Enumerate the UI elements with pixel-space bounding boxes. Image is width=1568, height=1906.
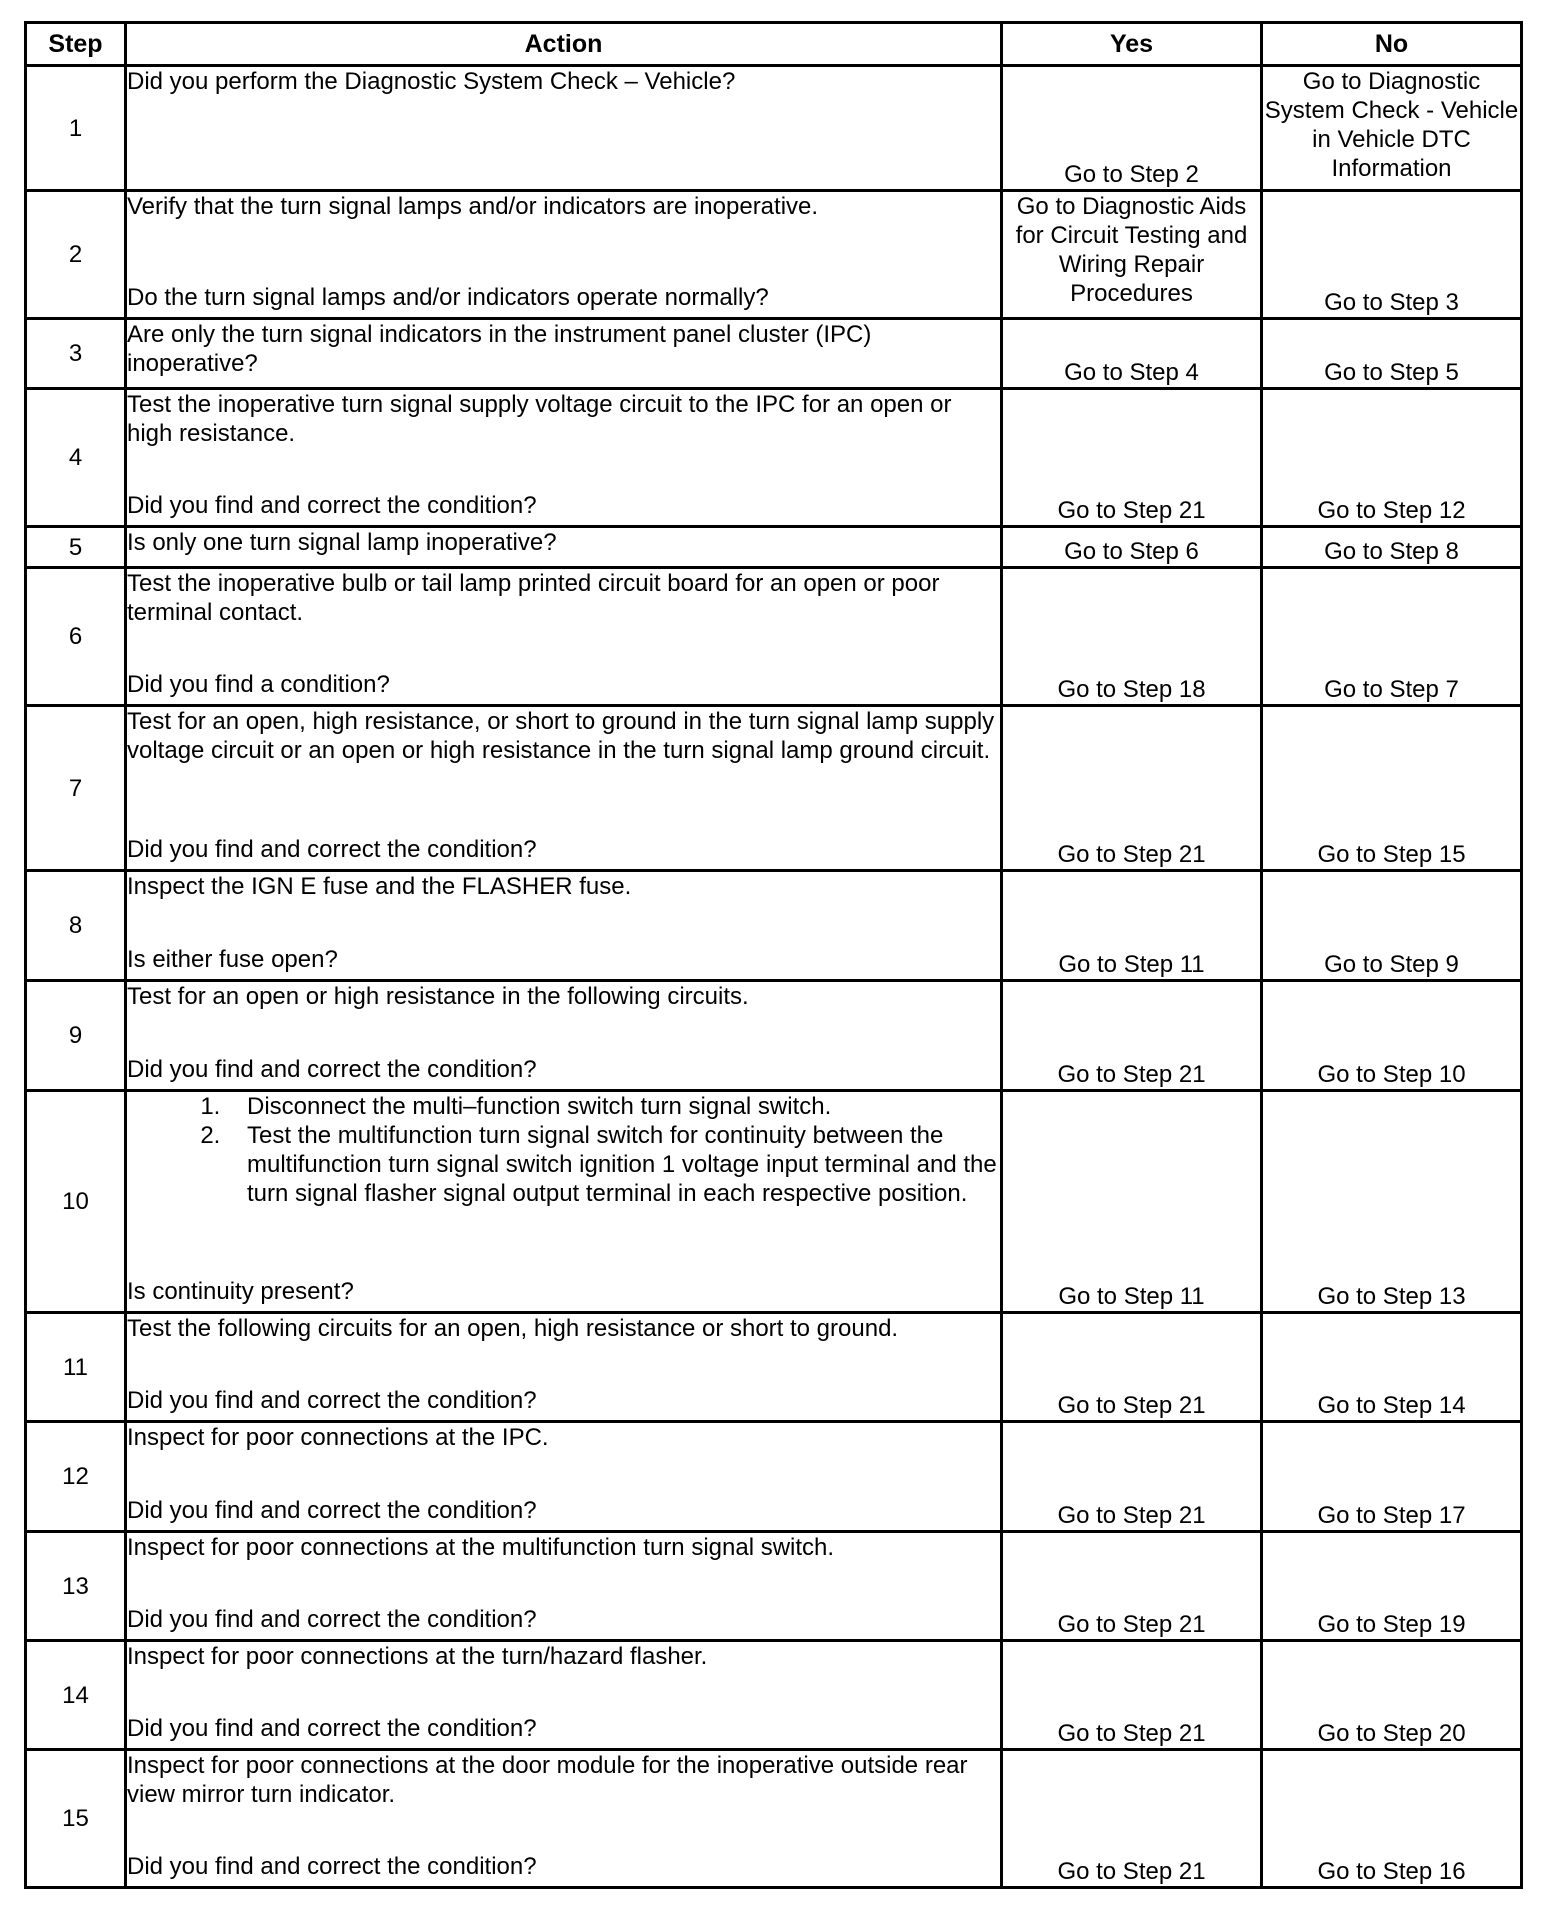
yes-cell: Go to Diagnostic Aids for Circuit Testing and Wiring Repair Procedures — [1002, 191, 1262, 319]
table-row — [26, 1091, 1522, 1313]
yes-cell: Go to Step 21 — [1002, 706, 1262, 871]
no-cell: Go to Step 19 — [1262, 1532, 1522, 1641]
table-row — [26, 871, 1522, 981]
action-text: Test for an open or high resistance in the following circuits. — [127, 983, 749, 1010]
no-cell: Go to Step 8 — [1262, 527, 1522, 568]
step-number: 2 — [26, 191, 126, 319]
step-number: 10 — [26, 1091, 126, 1313]
header-action: Action — [126, 23, 1002, 66]
yes-cell: Go to Step 21 — [1002, 1313, 1262, 1422]
no-cell: Go to Step 3 — [1262, 191, 1522, 319]
yes-cell: Go to Step 4 — [1002, 319, 1262, 389]
yes-cell: Go to Step 21 — [1002, 1532, 1262, 1641]
header-yes: Yes — [1002, 23, 1262, 66]
action-question: Is continuity present? — [127, 1278, 354, 1305]
no-cell: Go to Step 17 — [1262, 1422, 1522, 1532]
table-row — [26, 527, 1522, 568]
action-text: Test the inoperative turn signal supply voltage circuit to the IPC for an open or high resistance. — [127, 391, 952, 447]
yes-cell: Go to Step 21 — [1002, 1641, 1262, 1750]
action-text: Did you perform the Diagnostic System Check – Vehicle? — [127, 68, 736, 95]
header-row — [26, 23, 1522, 66]
action-text: Inspect for poor connections at the IPC. — [127, 1424, 549, 1451]
action-cell — [126, 66, 1002, 191]
yes-cell: Go to Step 18 — [1002, 568, 1262, 706]
step-number: 5 — [26, 527, 126, 568]
table-row — [26, 1422, 1522, 1532]
table-row — [26, 981, 1522, 1091]
action-cell — [126, 1313, 1002, 1422]
no-cell: Go to Step 7 — [1262, 568, 1522, 706]
step-number: 3 — [26, 319, 126, 389]
table-row — [26, 1641, 1522, 1750]
step-number: 9 — [26, 981, 126, 1091]
no-cell: Go to Step 12 — [1262, 389, 1522, 527]
no-cell: Go to Step 15 — [1262, 706, 1522, 871]
step-number: 6 — [26, 568, 126, 706]
action-question: Did you find and correct the condition? — [127, 1606, 537, 1633]
step-number: 11 — [26, 1313, 126, 1422]
action-cell — [126, 1532, 1002, 1641]
no-cell: Go to Step 5 — [1262, 319, 1522, 389]
action-text: Verify that the turn signal lamps and/or indicators are inoperative. — [127, 193, 819, 220]
no-cell: Go to Step 14 — [1262, 1313, 1522, 1422]
action-question: Did you find and correct the condition? — [127, 1497, 537, 1524]
step-number: 4 — [26, 389, 126, 527]
no-cell: Go to Step 20 — [1262, 1641, 1522, 1750]
step-number: 8 — [26, 871, 126, 981]
action-cell — [126, 1422, 1002, 1532]
yes-cell: Go to Step 21 — [1002, 981, 1262, 1091]
table-row — [26, 389, 1522, 527]
action-text: Inspect for poor connections at the door module for the inoperative outside rear view mirror turn indicator. — [127, 1752, 968, 1808]
action-question: Did you find and correct the condition? — [127, 1715, 537, 1742]
action-text: Inspect for poor connections at the multifunction turn signal switch. — [127, 1534, 835, 1561]
step-number: 14 — [26, 1641, 126, 1750]
action-question: Did you find and correct the condition? — [127, 1853, 537, 1880]
procedure-list — [127, 1092, 1000, 1208]
action-text: Inspect the IGN E fuse and the FLASHER fuse. — [127, 873, 632, 900]
table-row — [26, 568, 1522, 706]
action-question: Did you find and correct the condition? — [127, 1056, 537, 1083]
table-row — [26, 1313, 1522, 1422]
action-cell — [126, 568, 1002, 706]
header-step: Step — [26, 23, 126, 66]
action-text: Test for an open, high resistance, or short to ground in the turn signal lamp supply voltage circuit or an open or high resistance in the turn signal lamp ground circuit. — [127, 708, 995, 764]
step-number: 1 — [26, 66, 126, 191]
yes-cell: Go to Step 21 — [1002, 1422, 1262, 1532]
diagnostic-table — [24, 21, 1523, 1889]
action-question: Did you find a condition? — [127, 671, 390, 698]
no-cell: Go to Step 10 — [1262, 981, 1522, 1091]
action-cell — [126, 871, 1002, 981]
action-question: Is either fuse open? — [127, 946, 338, 973]
yes-cell: Go to Step 2 — [1002, 66, 1262, 191]
action-cell — [126, 527, 1002, 568]
step-number: 12 — [26, 1422, 126, 1532]
action-text: Test the following circuits for an open, high resistance or short to ground. — [127, 1315, 899, 1342]
table-row — [26, 1750, 1522, 1888]
yes-cell: Go to Step 21 — [1002, 1750, 1262, 1888]
action-cell — [126, 191, 1002, 319]
action-question: Do the turn signal lamps and/or indicators operate normally? — [127, 284, 769, 311]
table-row — [26, 1532, 1522, 1641]
step-number: 13 — [26, 1532, 126, 1641]
table-row — [26, 66, 1522, 191]
list-item: 2. Test the multifunction turn signal switch for continuity between the multifunction turn signal switch ignition 1 voltage input terminal and the turn signal flasher signal output terminal in each respective position. — [227, 1121, 1000, 1208]
step-number: 7 — [26, 706, 126, 871]
no-cell: Go to Step 13 — [1262, 1091, 1522, 1313]
action-text: Is only one turn signal lamp inoperative? — [127, 529, 557, 556]
action-text: Test the inoperative bulb or tail lamp printed circuit board for an open or poor terminal contact. — [127, 570, 940, 626]
action-question: Did you find and correct the condition? — [127, 492, 537, 519]
action-cell — [126, 319, 1002, 389]
action-cell — [126, 389, 1002, 527]
list-item: 1. Disconnect the multi–function switch turn signal switch. — [227, 1092, 1000, 1121]
action-question: Did you find and correct the condition? — [127, 836, 537, 863]
action-cell — [126, 1750, 1002, 1888]
no-cell: Go to Step 9 — [1262, 871, 1522, 981]
table-row — [26, 319, 1522, 389]
action-text: Inspect for poor connections at the turn/hazard flasher. — [127, 1643, 708, 1670]
no-cell: Go to Diagnostic System Check - Vehicle in Vehicle DTC Information — [1262, 66, 1522, 191]
action-cell — [126, 1091, 1002, 1313]
step-number: 15 — [26, 1750, 126, 1888]
yes-cell: Go to Step 21 — [1002, 389, 1262, 527]
yes-cell: Go to Step 11 — [1002, 1091, 1262, 1313]
table-row — [26, 191, 1522, 319]
action-cell — [126, 1641, 1002, 1750]
yes-cell: Go to Step 11 — [1002, 871, 1262, 981]
action-cell — [126, 706, 1002, 871]
yes-cell: Go to Step 6 — [1002, 527, 1262, 568]
header-no: No — [1262, 23, 1522, 66]
no-cell: Go to Step 16 — [1262, 1750, 1522, 1888]
action-text: Are only the turn signal indicators in the instrument panel cluster (IPC) inoperative? — [127, 321, 872, 377]
table-row — [26, 706, 1522, 871]
action-cell — [126, 981, 1002, 1091]
action-question: Did you find and correct the condition? — [127, 1387, 537, 1414]
